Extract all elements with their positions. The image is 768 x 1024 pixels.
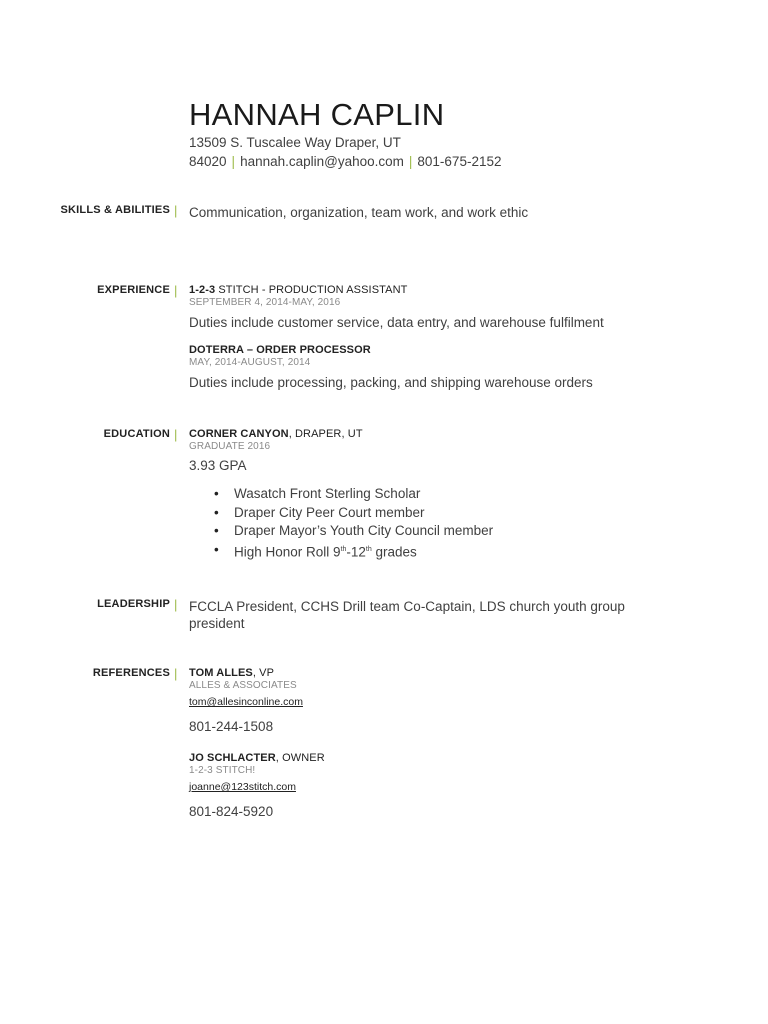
graduation-date: GRADUATE 2016 — [189, 441, 271, 452]
reference-phone: 801-824-5920 — [189, 804, 274, 819]
education-entry — [189, 428, 659, 562]
section-divider: | — [174, 427, 178, 442]
leadership-text: FCCLA President, CCHS Drill team Co-Captain, LDS church youth group president — [189, 599, 625, 631]
job-dates: MAY, 2014-AUGUST, 2014 — [189, 357, 311, 368]
reference-name: TOM ALLES, VP — [189, 667, 275, 679]
reference-company: 1-2-3 STITCH! — [189, 765, 256, 776]
email-address[interactable]: hannah.caplin@yahoo.com — [240, 154, 404, 169]
section-label-references: REFERENCES — [92, 667, 170, 679]
section-label-experience: EXPERIENCE — [97, 284, 170, 296]
list-item: • Draper Mayor’s Youth City Council member — [189, 522, 659, 541]
section-divider: | — [174, 597, 178, 612]
separator: | — [231, 154, 236, 169]
reference-entry — [189, 667, 659, 735]
skills-text: Communication, organization, team work, and work ethic — [189, 205, 529, 220]
reference-phone: 801-244-1508 — [189, 719, 274, 734]
job-title: DOTERRA – ORDER PROCESSOR — [189, 344, 371, 356]
list-item: • Wasatch Front Sterling Scholar — [189, 485, 659, 504]
reference-entry — [189, 752, 659, 820]
job-entry — [189, 284, 659, 331]
phone-number: 801-675-2152 — [417, 154, 502, 169]
section-divider: | — [174, 666, 178, 681]
reference-name: JO SCHLACTER, OWNER — [189, 752, 325, 764]
job-entry — [189, 344, 659, 391]
job-description: Duties include processing, packing, and shipping warehouse orders — [189, 375, 593, 390]
separator: | — [408, 154, 413, 169]
reference-email-link[interactable]: joanne@123stitch.com — [189, 781, 296, 793]
job-title: 1-2-3 STITCH - PRODUCTION ASSISTANT — [189, 284, 408, 296]
contact-line — [189, 153, 501, 170]
achievements-list — [189, 485, 659, 562]
section-divider: | — [174, 283, 178, 298]
reference-email-link[interactable]: tom@allesinconline.com — [189, 696, 303, 708]
resume-header — [189, 98, 501, 170]
section-label-education: EDUCATION — [103, 428, 170, 440]
candidate-name: HANNAH CAPLIN — [189, 97, 445, 132]
section-divider: | — [174, 203, 178, 218]
list-item: • Draper City Peer Court member — [189, 504, 659, 523]
gpa: 3.93 GPA — [189, 458, 247, 473]
section-label-skills: SKILLS & ABILITIES — [60, 204, 170, 216]
section-label-leadership: LEADERSHIP — [97, 598, 170, 610]
list-item: • High Honor Roll 9th-12th grades — [189, 541, 659, 562]
school-name: CORNER CANYON, DRAPER, UT — [189, 428, 363, 440]
job-description: Duties include customer service, data entry, and warehouse fulfilment — [189, 315, 604, 330]
address-line: 13509 S. Tuscalee Way Draper, UT — [189, 135, 401, 150]
zip-code: 84020 — [189, 154, 227, 169]
job-dates: SEPTEMBER 4, 2014-MAY, 2016 — [189, 297, 341, 308]
reference-company: ALLES & ASSOCIATES — [189, 680, 297, 691]
